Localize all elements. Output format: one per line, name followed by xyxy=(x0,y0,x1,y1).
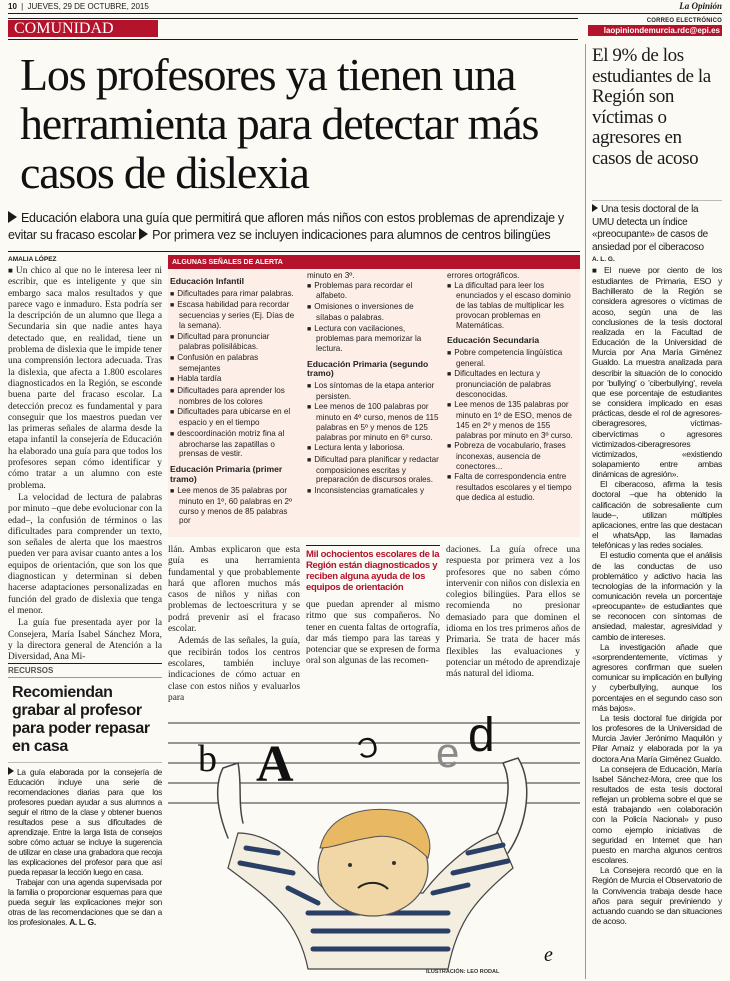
alert-item: ■ Lee menos de 100 palabras por minuto en 4º curso, menos de 115 palabras en 5º y menos de 125 palabras por minuto en 6º curso. xyxy=(307,402,439,442)
alert-item: ■ Habla tardía xyxy=(170,374,298,385)
alert-heading: Educación Primaria (segundo tramo) xyxy=(307,358,429,379)
letter-b: b xyxy=(198,738,217,780)
section-tag xyxy=(8,20,158,37)
alert-item: ■ Falta de correspondencia entre resultados escolares y el tiempo que dedica al estudio. xyxy=(447,472,577,502)
alert-column-a xyxy=(170,271,298,527)
alert-item: ■ Dificultades para rimar palabras. xyxy=(170,289,298,300)
byline: AMALIA LÓPEZ xyxy=(8,256,57,263)
col2-p1: llán. Ambas explicaron que esta guía es una herramienta fundamental y que probablemente hará que afloren muchos más casos de niños y niñas con problemas de lectoescritura y se podrá prevenir así el fracaso escolar. xyxy=(168,545,300,635)
sidebar-divider xyxy=(585,44,586,979)
subhead-2: Por primera vez se incluyen indicaciones para alumnos de centros bilingües xyxy=(152,228,551,242)
sidebar-p1: El nueve por ciento de los estudiantes de Primaria, ESO y Bachillerato de la Región se considera agresores o víctimas de acoso, según una de las conclusiones de la tesis doctoral realizada en la Facultad de Educación de la Universidad de Murcia por Ana María Giménez Gualdo. La muestra analizada para describir la situación de lo conocido por 'bullying' o 'ciberbullying', revela que ese porcentaje de estudiantes se considera implicado en esas prácticas, desde el rol de agresores-ciberagresores, víctimas-cibervíctimas o agresores victimizados-ciberagresores victimizados, «existiendo solapamiento entre ambas dinámicas de agresión». xyxy=(592,265,722,480)
sidebar-p6: La consejera de Educación, María Isabel Sánchez-Mora, cree que los resultados de esta tesis doctoral reflejan un problema sobre el que se está trabajando «en colaboración con la Policía Nacional» y puso como ejemplo iniciativas de seguridad en Internet que han puesto en marcha algunos centros escolares. xyxy=(592,763,722,866)
recursos-body xyxy=(8,762,162,927)
page-number: 10 xyxy=(8,2,17,11)
masthead-logo: La Opinión xyxy=(679,1,722,11)
child-with-letters-drawing xyxy=(168,663,580,969)
article-column-2 xyxy=(168,545,300,703)
recursos-headline: Recomiendan grabar al profesor para poder repasar en casa xyxy=(12,684,150,755)
alert-item: ■ Lee menos de 35 palabras por minuto en 1º, 60 palabras en 2º curso y menos de 85 palabras por xyxy=(170,486,298,526)
sidebar-p5: La tesis doctoral fue dirigida por los profesores de la Universidad de Murcia Javier Jerónimo Maquilón y Pilar Arnaiz y elaborada por la ya doctora Ana María Giménez Gualdo. xyxy=(592,712,722,764)
subheadline xyxy=(8,210,580,244)
section-label: COMUNIDAD xyxy=(14,20,114,37)
alert-column-b xyxy=(307,271,439,498)
pull-quote xyxy=(306,545,440,593)
section-bar xyxy=(8,18,578,40)
subhead-1: Educación elabora una guía que permitirá que afloren más niños con estos problemas de aprendizaje y evitar su fracaso escolar xyxy=(8,211,564,242)
photo-credit: ILUSTRACIÓN: LEO RODAL xyxy=(426,969,500,975)
alert-item: errores ortográficos. xyxy=(447,271,520,280)
alert-column-c xyxy=(447,271,577,503)
issue-date: JUEVES, 29 DE OCTUBRE, 2015 xyxy=(27,2,149,11)
alert-item: ■ Lectura lenta y laboriosa. xyxy=(307,443,439,454)
email-box xyxy=(588,18,722,36)
article-column-3 xyxy=(306,600,440,667)
triangle-icon xyxy=(139,228,148,240)
email-address[interactable]: laopiniondemurcia.rdc@epi.es xyxy=(588,25,722,36)
sidebar-subhead: Una tesis doctoral de la UMU detecta un índice «preocupante» de casos de ansiedad por el ciberacoso xyxy=(592,200,722,254)
pull-quote-text: Mil ochocientos escolares de la Región están diagnosticados y reciben alguna ayuda de los equipos de orientación xyxy=(306,549,440,593)
sidebar-p3: El estudio comenta que el análisis de las conductas de uso problemático y adictivo hacia las tecnologías de la información y la comunicación revela un porcentaje «preocupante» de estudiantes que se reconocen con síntomas de ansiedad, malestar, agresividad y cambio de intereses. xyxy=(592,550,722,642)
col4-p1: daciones. La guía ofrece una respuesta por primera vez a los profesores que no saben cómo intervenir con niños con dislexia en colegios bilingües. Para ellos se recomienda no presionar demasiado para que dominen el idioma en los tres primeros años de Primaria. Se trata de hacer más flexibles las evaluaciones y potenciar un método de aprendizaje más natural del idioma. xyxy=(446,545,580,680)
alert-box xyxy=(168,255,580,537)
alert-item: ■ Confusión en palabras semejantes xyxy=(170,353,298,373)
artist-signature: e xyxy=(544,944,553,966)
col1-p1: Un chico al que no le interesa leer ni escribir, que es inteligente y que sin embargo saca malos resultados y que parece vago e inmaduro. Esta podría ser la descripción de un alumno que llega a Secundaria sin que nadie antes haya detectado que, en realidad, tiene un problema de dislexia que le impide tener una comprensión lectora adecuada. Tras la dislexia, que afecta a 1.800 escolares diagnosticados en la Región, se esconde buena parte del fracaso escolar. La detección precoz es fundamental y para conseguir que los maestros puedan ver las primeras señales de alarma desde la etapa infantil la consejería de Educación ha elaborado una guía para que todos los profesores sepan cómo identificar y cómo tratar a un alumno con este problema. xyxy=(8,266,162,491)
col1-p2: La velocidad de lectura de palabras por minuto –que debe evolucionar con la edad–, la confusión de términos o las dificultades para comprender un texto, son señales de alerta que los maestros pueden ver para avisar cuanto antes a los equipos de orientación, que son los que diagnostican y determinan si deben hacerse adaptaciones personalizadas en función del grado de dislexia que tenga el menor. xyxy=(8,492,162,616)
main-headline: Los profesores ya tienen una herramienta para detectar más casos de dislexia xyxy=(20,49,539,198)
alert-item: ■ Los síntomas de la etapa anterior persisten. xyxy=(307,381,439,401)
triangle-icon xyxy=(8,211,17,223)
alert-item: ■ Lectura con vacilaciones, problemas para memorizar la lectura. xyxy=(307,324,439,354)
recursos-label: RECURSOS xyxy=(8,663,162,678)
alert-item: ■ Dificultades para ubicarse en el espacio y en el tiempo xyxy=(170,407,298,427)
sidebar-byline: A. L. G. xyxy=(592,256,615,263)
alert-item: ■ Dificultad para planificar y redactar composiciones escritas y preparación de discursos orales. xyxy=(307,455,439,485)
email-label: CORREO ELECTRÓNICO xyxy=(646,18,722,24)
sidebar-p4: La investigación añade que «sorprendentemente, víctimas y agresores confirman que suelen comunicar su implicación en bullying y cyberbullying, aunque los porcentajes en el segundo caso son más bajos». xyxy=(592,641,722,713)
recursos-box xyxy=(8,663,162,981)
alert-item: ■ Dificultades en lectura y pronunciación de palabras desconocidas. xyxy=(447,369,577,399)
article-column-1 xyxy=(8,265,162,663)
triangle-icon xyxy=(8,767,14,775)
article-column-4 xyxy=(446,545,580,680)
recursos-p1: La guía elaborada por la consejería de Educación incluye una serie de recomendaciones diarias para que los profesores puedan ayudar a sus alumnos a seguir el ritmo de la clase y obtener buenos resultados pese a sus dificultades de aprendizaje. Entre la larga lista de consejos sobre cómo actuar se incluye la sugerencia de utilizar en clase una grabadora que recoja las explicaciones del profesor para que así pueda repasar la lección luego en casa. xyxy=(8,767,162,877)
letter-d: d xyxy=(468,709,495,762)
alert-item: ■ Dificultades para aprender los nombres de los colores xyxy=(170,386,298,406)
alert-item: ■ Escasa habilidad para recordar secuencias y series (Ej. Días de la semana). xyxy=(170,300,298,330)
sidebar-p7: La Consejera recordó que en la Región de Murcia el Observatorio de la Convivencia trabaja desde hace años para seguir previniendo y actuando cuando se dan situaciones de acoso. xyxy=(592,865,722,926)
sidebar-p2: El ciberacoso, afirma la tesis doctoral –que ha obtenido la calificación de sobresaliente cum laude–, utilizan múltiples aplicaciones, entre las que destacan el whatsApp, las llamadas telefónicas y las redes sociales. xyxy=(592,479,722,551)
letter-c: C xyxy=(355,730,381,765)
square-icon xyxy=(8,266,16,276)
alert-item: ■ La dificultad para leer los enunciados y el escaso dominio de las tablas de multiplicar les provocan problemas en Matemáticas. xyxy=(447,281,577,331)
alert-item: ■ Dificultad para pronunciar palabras polisilábicas. xyxy=(170,332,298,352)
alert-item: ■ Pobre competencia lingüística general. xyxy=(447,348,577,368)
alert-item: ■ Lee menos de 135 palabras por minuto en 1º de ESO, menos de 145 en 2º y menos de 155 palabras por minuto en 3º curso. xyxy=(447,400,577,440)
top-bar: 10 | JUEVES, 29 DE OCTUBRE, 2015 La Opinión xyxy=(8,0,722,14)
alert-item: ■ Omisiones o inversiones de sílabas o palabras. xyxy=(307,302,439,322)
alert-heading: Educación Primaria (primer tramo) xyxy=(170,463,283,484)
triangle-icon xyxy=(592,204,598,212)
letter-e: e xyxy=(436,729,460,776)
alert-box-title: ALGUNAS SEÑALES DE ALERTA xyxy=(168,257,580,269)
col1-p3: La guía fue presentada ayer por la Consejera, María Isabel Sánchez Mora, y la directora general de Atención a la Diversidad, Ana Mi- xyxy=(8,618,162,663)
alert-heading: Educación Secundaria xyxy=(447,335,540,346)
col2-p2: Además de las señales, la guía, que recibirán todos los centros escolares, también incluye indicaciones de cómo actuar en clase con estos niños y evaluarlos para xyxy=(168,636,300,703)
divider xyxy=(8,251,580,252)
alert-item: ■ descoordinación motriz fina al abrocharse las zapatillas o prensas de vestir. xyxy=(170,429,298,459)
recursos-signature: A. L. G. xyxy=(69,917,96,927)
sidebar-headline: El 9% de los estudiantes de la Región son víctimas o agresores en casos de acoso xyxy=(592,45,711,169)
alert-heading: Educación Infantil xyxy=(170,276,245,286)
child-face xyxy=(318,809,430,916)
col3-p1: que puedan aprender al mismo ritmo que sus compañeros. No tener en cuenta faltas de ortografía, dar más tiempo para las tareas y potenciar que se expresen de forma oral son algunas de las recomen- xyxy=(306,600,440,667)
recursos-p2: Trabajar con una agenda supervisada por la familia o proporcionar esquemas para que pueda seguir las explicaciones mejor son otras de las recomendaciones que se dan a los profesionales. xyxy=(8,877,162,927)
square-icon xyxy=(592,265,604,275)
alert-item: ■ Inconsistencias gramaticales y xyxy=(307,486,439,497)
alert-item: ■ Pobreza de vocabulario, frases inconexas, ausencia de conectores... xyxy=(447,441,577,471)
letter-a: A xyxy=(256,736,294,793)
alert-item: ■ Problemas para recordar el alfabeto. xyxy=(307,281,439,301)
alert-item: minuto en 3º. xyxy=(307,271,355,280)
illustration xyxy=(168,663,580,969)
sidebar-body xyxy=(592,265,722,979)
